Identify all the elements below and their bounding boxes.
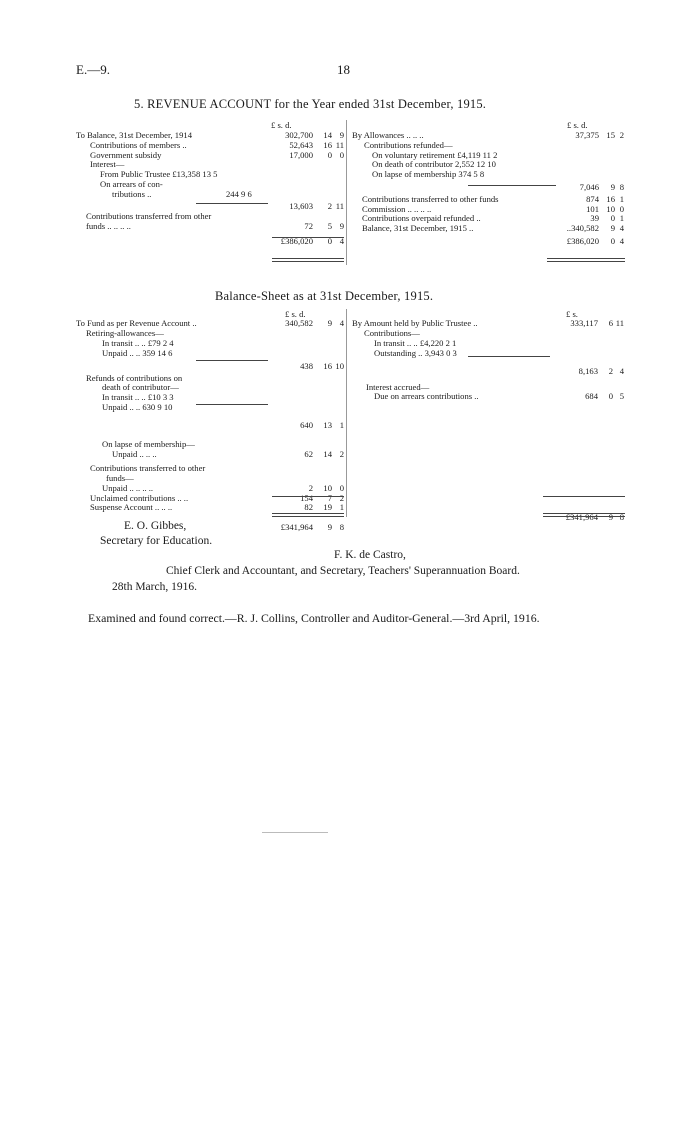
amount-pence: 1 xyxy=(619,213,624,224)
line-text: Interest— xyxy=(90,159,125,170)
column-heading: £ s. d. xyxy=(271,120,292,130)
account-line xyxy=(76,522,344,533)
account-line xyxy=(352,182,624,193)
line-text: In transit .. .. £79 2 4 xyxy=(102,337,174,348)
amount-shillings: 9 xyxy=(610,182,615,192)
amount-pounds: 82 xyxy=(304,502,313,513)
amount-pence: 8 xyxy=(619,182,624,192)
amount-pence: 4 xyxy=(339,236,344,246)
line-text: Contributions— xyxy=(364,327,420,338)
amount-pence: 1 xyxy=(339,420,344,431)
amount-shillings: 9 xyxy=(610,223,615,234)
amount-pounds: 52,643 xyxy=(289,139,313,150)
sum-rule xyxy=(272,516,344,517)
line-text: Unpaid .. .. .. .. xyxy=(102,482,154,493)
line-text: In transit .. .. £4,220 2 1 xyxy=(374,337,457,348)
amount-pence: 2 xyxy=(619,130,624,140)
amount-pounds: £386,020 xyxy=(566,236,599,246)
amount-pence: 9 xyxy=(339,130,344,140)
amount-pence: 1 xyxy=(619,193,624,204)
amount-shillings: 13 xyxy=(323,420,332,431)
line-text: Balance, 31st December, 1915 .. xyxy=(362,223,474,234)
amount-shillings: 19 xyxy=(323,502,332,513)
line-text: Unclaimed contributions .. .. xyxy=(90,492,189,503)
amount-pence: 0 xyxy=(619,203,624,214)
amount-pence: 5 xyxy=(619,391,624,402)
line-text: Unpaid .. .. 359 14 6 xyxy=(102,347,173,358)
sum-rule xyxy=(543,516,625,517)
amount-shillings: 0 xyxy=(610,236,615,246)
amount-pounds: 154 xyxy=(300,492,313,503)
balance-divider xyxy=(346,309,347,517)
amount-pounds: £341,964 xyxy=(565,512,598,523)
amount-pence: 11 xyxy=(335,200,344,211)
line-text: On voluntary retirement £4,119 11 2 xyxy=(372,149,498,160)
amount-pounds: 302,700 xyxy=(285,130,313,140)
amount-shillings: 5 xyxy=(327,221,332,232)
column-heading: £ s. d. xyxy=(567,120,588,130)
amount-pounds: 7,046 xyxy=(579,182,599,192)
sum-rule xyxy=(272,513,344,514)
line-text: On death of contributor 2,552 12 10 xyxy=(372,159,496,170)
account-line xyxy=(76,189,344,200)
amount-pounds: 13,603 xyxy=(289,200,313,211)
account-line xyxy=(76,420,344,431)
amount-pence: 4 xyxy=(619,365,624,376)
line-text: Interest accrued— xyxy=(366,381,430,392)
line-text: From Public Trustee £13,358 13 5 xyxy=(100,169,218,180)
amount-pounds: 62 xyxy=(304,448,313,459)
amount-pounds: £386,020 xyxy=(280,236,313,246)
amount-shillings: 2 xyxy=(608,365,613,376)
line-text: funds .. .. .. .. xyxy=(86,221,131,232)
amount-pence: 4 xyxy=(339,318,344,328)
sum-rule xyxy=(468,185,556,186)
amount-pence: 2 xyxy=(339,448,344,459)
amount-pounds: 72 xyxy=(304,221,313,232)
sum-rule xyxy=(196,203,268,204)
sum-rule xyxy=(543,513,625,514)
revenue-divider xyxy=(346,120,347,265)
amount-pence: 8 xyxy=(339,522,344,533)
line-text: Contributions overpaid refunded .. xyxy=(362,213,481,224)
line-text: Contributions refunded— xyxy=(364,139,453,150)
sub-amount: 244 9 6 xyxy=(226,188,252,199)
balance-title: Balance-Sheet as at 31st December, 1915. xyxy=(215,289,434,303)
amount-pounds: 17,000 xyxy=(289,149,313,160)
account-line xyxy=(76,449,344,460)
line-text: tributions .. xyxy=(112,188,152,199)
sum-rule xyxy=(547,258,625,259)
account-line xyxy=(352,366,624,377)
sum-rule xyxy=(543,496,625,497)
amount-pounds: 684 xyxy=(585,391,598,402)
amount-shillings: 10 xyxy=(323,482,332,493)
amount-shillings: 2 xyxy=(327,200,332,211)
account-line xyxy=(352,223,624,234)
line-text: Unpaid .. .. 630 9 10 xyxy=(102,402,173,413)
account-line xyxy=(352,169,624,180)
amount-shillings: 0 xyxy=(327,149,332,160)
amount-pence: 0 xyxy=(339,149,344,160)
line-text: Contributions transferred to other xyxy=(90,462,206,473)
account-line xyxy=(76,361,344,372)
sum-rule xyxy=(272,258,344,259)
account-line xyxy=(76,221,344,232)
amount-pence: 10 xyxy=(335,360,344,371)
amount-shillings: 16 xyxy=(323,360,332,371)
amount-shillings: 6 xyxy=(608,318,613,328)
amount-pounds: 37,375 xyxy=(575,130,599,140)
revenue-title: 5. REVENUE ACCOUNT for the Year ended 31st December, 1915. xyxy=(134,97,487,111)
amount-shillings: 0 xyxy=(608,391,613,402)
sum-rule xyxy=(272,261,344,262)
sum-rule xyxy=(272,237,344,238)
amount-shillings: 16 xyxy=(323,139,332,150)
line-text: By Allowances .. .. .. xyxy=(352,130,424,140)
page-ref: E.—9. xyxy=(76,62,110,77)
amount-shillings: 7 xyxy=(327,492,332,503)
line-text: On lapse of membership 374 5 8 xyxy=(372,169,485,180)
line-text: Contributions of members .. xyxy=(90,139,187,150)
amount-pence: 4 xyxy=(619,236,624,246)
amount-pounds: 333,117 xyxy=(570,318,598,328)
line-text: Contributions transferred to other funds xyxy=(362,193,499,204)
account-line xyxy=(76,502,344,513)
amount-pounds: 438 xyxy=(300,360,313,371)
line-text: In transit .. .. £10 3 3 xyxy=(102,392,174,403)
amount-shillings: 0 xyxy=(610,213,615,224)
line-text: Outstanding .. 3,943 0 3 xyxy=(374,347,457,358)
line-text: On lapse of membership— xyxy=(102,439,195,449)
amount-shillings: 14 xyxy=(323,130,332,140)
amount-pence: 4 xyxy=(619,223,624,234)
sum-rule xyxy=(196,404,268,405)
castro-title: Chief Clerk and Accountant, and Secretary, Teachers' Superannuation Board. xyxy=(166,565,520,577)
amount-pence: 11 xyxy=(335,139,344,150)
gibbes-name: E. O. Gibbes, xyxy=(124,520,187,532)
closing-rule xyxy=(262,832,328,833)
amount-shillings: 15 xyxy=(606,130,615,140)
account-line xyxy=(352,348,624,359)
sum-rule xyxy=(196,360,268,361)
audit-note: Examined and found correct.—R. J. Collins, Controller and Auditor-General.—3rd April, 1916. xyxy=(88,611,540,625)
amount-shillings: 9 xyxy=(327,318,332,328)
amount-shillings: 0 xyxy=(327,236,332,246)
column-heading: £ s. d. xyxy=(285,309,306,319)
line-text: Commission .. .. .. .. xyxy=(362,203,432,214)
gibbes-title: Secretary for Education. xyxy=(100,535,213,547)
amount-pounds: 340,582 xyxy=(285,318,313,328)
amount-pounds: 2 xyxy=(308,482,313,493)
line-text: Unpaid .. .. .. xyxy=(112,448,157,459)
amount-shillings: 9 xyxy=(327,522,332,533)
amount-pence: 11 xyxy=(615,318,624,328)
line-text: Government subsidy xyxy=(90,149,162,160)
line-text: To Balance, 31st December, 1914 xyxy=(76,130,192,140)
amount-pence: 8 xyxy=(619,512,624,523)
amount-pounds: £341,964 xyxy=(280,522,313,533)
sum-rule xyxy=(468,356,550,357)
line-text: By Amount held by Public Trustee .. xyxy=(352,318,478,328)
amount-shillings: 10 xyxy=(606,203,615,214)
line-text: Retiring-allowances— xyxy=(86,327,164,338)
amount-pounds: 874 xyxy=(586,193,599,204)
line-text: death of contributor— xyxy=(102,382,179,393)
amount-pounds: 640 xyxy=(300,420,313,431)
sum-rule xyxy=(547,261,625,262)
account-line xyxy=(352,236,624,247)
line-text: Suspense Account .. .. .. xyxy=(90,502,173,513)
line-text: funds— xyxy=(106,472,134,483)
amount-shillings: 14 xyxy=(323,448,332,459)
amount-pounds: ..340,582 xyxy=(566,223,599,234)
account-line xyxy=(352,391,624,402)
column-heading: £ s. xyxy=(566,309,578,319)
line-text: On arrears of con- xyxy=(100,179,163,189)
line-text: To Fund as per Revenue Account .. xyxy=(76,318,197,328)
signature-date: 28th March, 1916. xyxy=(112,581,197,593)
amount-pence: 1 xyxy=(339,502,344,513)
amount-pounds: 8,163 xyxy=(578,365,598,376)
line-text: Contributions transferred from other xyxy=(86,211,212,222)
amount-shillings: 9 xyxy=(608,512,613,523)
amount-pounds: 101 xyxy=(586,203,599,214)
line-text: Due on arrears contributions .. xyxy=(374,391,479,402)
amount-pounds: 39 xyxy=(590,213,599,224)
page-number: 18 xyxy=(337,62,350,77)
amount-shillings: 16 xyxy=(606,193,615,204)
amount-pence: 9 xyxy=(339,221,344,232)
sum-rule xyxy=(272,496,344,497)
amount-pence: 2 xyxy=(339,492,344,503)
castro-name: F. K. de Castro, xyxy=(334,549,406,561)
amount-pence: 0 xyxy=(339,482,344,493)
line-text: Refunds of contributions on xyxy=(86,372,183,383)
account-line xyxy=(76,348,344,359)
